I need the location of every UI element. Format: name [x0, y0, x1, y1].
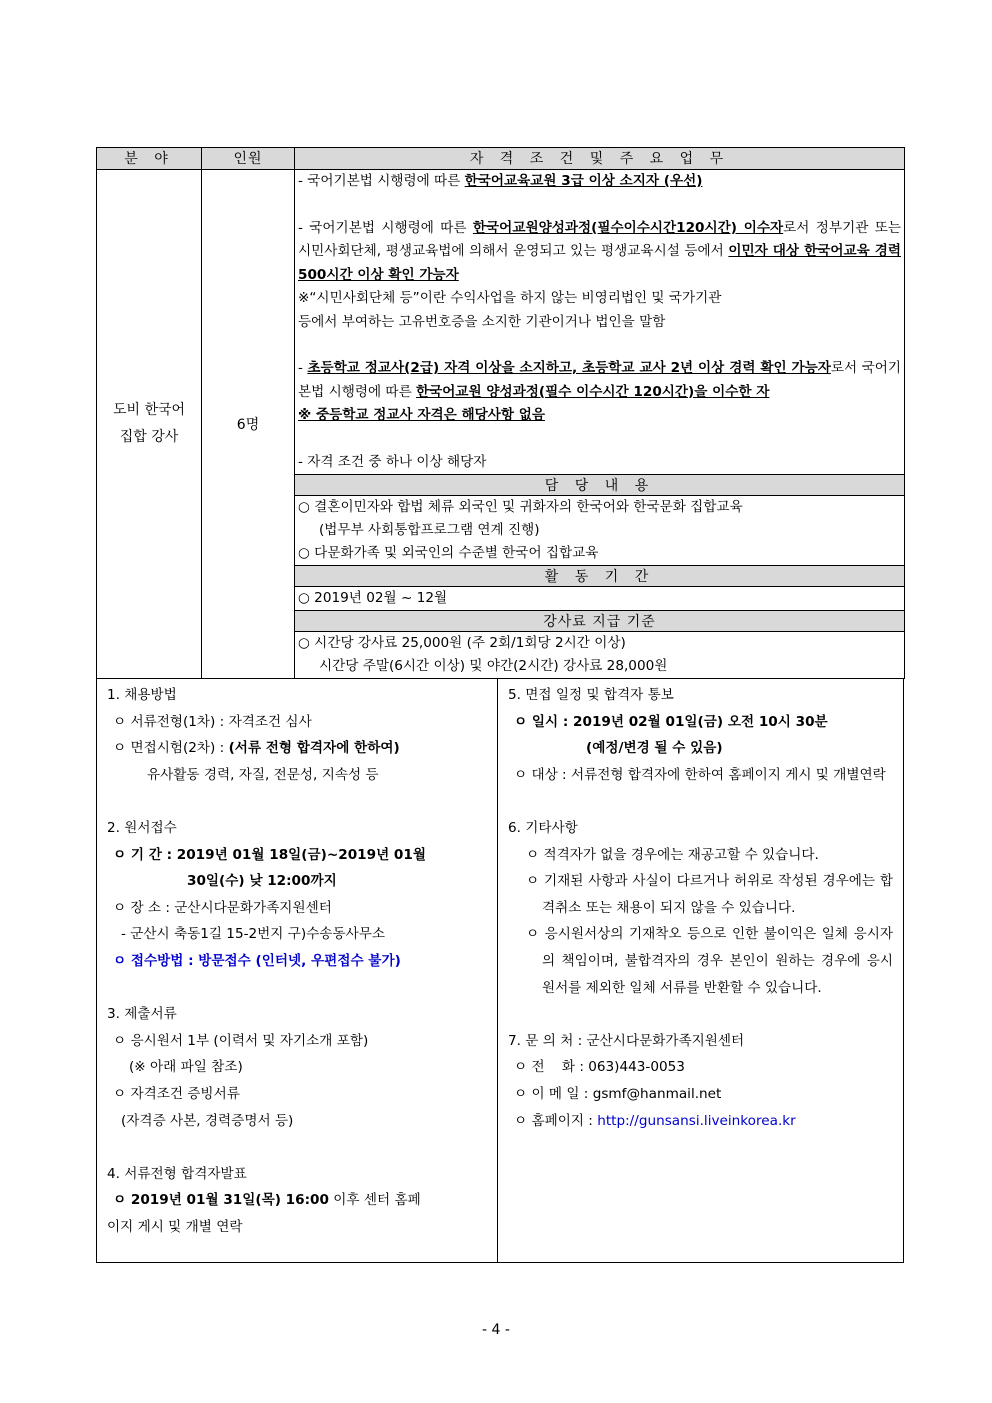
detail-line: 유사활동 경력, 자질, 전문성, 지속성 등 — [147, 766, 379, 783]
detail-line: (※ 아래 파일 참조) — [129, 1059, 243, 1076]
section-title: 1. 채용방법 — [107, 687, 177, 703]
qualification-3-note: ※ 중등학교 정교사 자격은 해당사항 없음 — [298, 407, 545, 423]
section-title: 3. 제출서류 — [107, 1006, 177, 1023]
detail-line: ㅇ 응시원서 1부 (이력서 및 자기소개 포함) — [113, 1032, 369, 1049]
header-category: 분 야 — [97, 148, 202, 170]
section-title: 7. 문 의 처 : 군산시다문화가족지원센터 — [508, 1032, 745, 1049]
detail-line: ㅇ 서류전형(1차) : 자격조건 심사 — [113, 713, 312, 730]
details-right-column — [498, 679, 903, 1262]
position-count: 6명 — [202, 170, 295, 679]
details-section — [96, 679, 904, 1263]
fee-title: 강사료 지급 기준 — [295, 611, 905, 632]
category-line: 도비 한국어 — [112, 402, 186, 418]
detail-line: ㅇ 응시원서상의 기재착오 등으로 인한 불이익은 일체 응시자의 책임이며, 불합격자의 경우 본인이 원하는 경우에 응시 원서를 제외한 일체 서류를 반환할 수 있습니다. — [526, 926, 893, 996]
period-title: 활 동 기 간 — [295, 566, 905, 587]
header-count: 인원 — [202, 148, 295, 170]
detail-line: 이지 게시 및 개별 연락 — [107, 1218, 243, 1235]
position-category — [97, 170, 202, 679]
contact-homepage: ㅇ 홈페이지 : http://gunsansi.liveinkorea.kr — [514, 1112, 796, 1129]
duty-line: ○ 다문화가족 및 외국인의 수준별 한국어 집합교육 — [298, 545, 599, 561]
detail-line: ㅇ 기재된 사항과 사실이 다르거나 허위로 작성된 경우에는 합격취소 또는 채용이 되지 않을 수 있습니다. — [526, 873, 893, 916]
qualification-3: - 초등학교 정교사(2급) 자격 이상을 소지하고, 초등학교 교사 2년 이상 경력 확인 가능자로서 국어기본법 시행령에 따른 한국어교원 양성과정(필수 이수시간 120시간)을 이수한 자 — [298, 360, 901, 400]
detail-line: ㅇ 자격조건 증빙서류 — [113, 1085, 240, 1102]
detail-line: ㅇ 일시 : 2019년 02월 01일(금) 오전 10시 30분 — [514, 713, 828, 730]
page-number: - 4 - — [482, 1322, 510, 1338]
section-title: 2. 원서접수 — [107, 819, 177, 836]
fee-line: ○ 시간당 강사료 25,000원 (주 2회/1회당 2시간 이상) — [298, 635, 626, 651]
duty-line: (법무부 사회통합프로그램 연계 진행) — [319, 522, 540, 538]
header-qualifications: 자 격 조 건 및 주 요 업 무 — [295, 148, 905, 170]
section-title: 4. 서류전형 합격자발표 — [107, 1165, 247, 1182]
detail-line: - 군산시 축동1길 15-2번지 구)수송동사무소 — [121, 926, 385, 943]
duty-line: ○ 결혼이민자와 합법 체류 외국인 및 귀화자의 한국어와 한국문화 집합교육 — [298, 499, 743, 515]
detail-line: ㅇ 기 간 : 2019년 01월 18일(금)~2019년 01월 — [113, 846, 426, 863]
qualification-2-note: ※“시민사회단체 등”이란 수익사업을 하지 않는 비영리법인 및 국가기관 — [298, 290, 722, 306]
section-title: 5. 면접 일정 및 합격자 통보 — [508, 687, 674, 703]
table-header-row — [97, 148, 905, 170]
detail-line: ㅇ 2019년 01월 31일(목) 16:00 이후 센터 홈페 — [113, 1192, 421, 1209]
section-title: 6. 기타사항 — [508, 819, 578, 836]
qualification-conditions — [295, 170, 905, 475]
period-content: ○ 2019년 02월 ~ 12월 — [295, 587, 905, 611]
qualification-4: - 자격 조건 중 하나 이상 해당자 — [298, 453, 487, 470]
detail-line: ㅇ 접수방법 : 방문접수 (인터넷, 우편접수 불가) — [113, 952, 401, 969]
details-left-column — [97, 679, 498, 1262]
qualification-2: - 국어기본법 시행령에 따른 한국어교원양성과정(필수이수시간120시간) 이수자로서 정부기관 또는 시민사회단체, 평생교육법에 의해서 운영되고 있는 평생교육시설 등에서 이민자 대상 한국어교육 경력 500시간 이상 확인 가능자 — [298, 219, 901, 283]
detail-line: (예정/변경 될 수 있음) — [586, 740, 723, 757]
detail-line: ㅇ 장 소 : 군산시다문화가족지원센터 — [113, 899, 332, 916]
contact-phone: ㅇ 전 화 : 063)443-0053 — [514, 1059, 685, 1076]
fee-line: 시간당 주말(6시간 이상) 및 야간(2시간) 강사료 28,000원 — [319, 658, 668, 674]
qualification-table — [96, 147, 905, 679]
contact-email: ㅇ 이 메 일 : gsmf@hanmail.net — [514, 1085, 722, 1102]
recruitment-notice — [96, 147, 904, 1263]
detail-line: ㅇ 면접시험(2차) : (서류 전형 합격자에 한하여) — [113, 740, 400, 757]
detail-line: ㅇ 대상 : 서류전형 합격자에 한하여 홈페이지 게시 및 개별연락 — [514, 766, 886, 783]
category-line: 집합 강사 — [119, 429, 179, 445]
qualification-1: - 국어기본법 시행령에 따른 한국어교육교원 3급 이상 소지자 (우선) — [298, 173, 703, 189]
fee-content — [295, 632, 905, 679]
detail-line: (자격증 사본, 경력증명서 등) — [121, 1112, 294, 1129]
homepage-link[interactable]: http://gunsansi.liveinkorea.kr — [597, 1112, 796, 1129]
detail-line: ㅇ 적격자가 없을 경우에는 재공고할 수 있습니다. — [526, 846, 819, 863]
duties-title: 담 당 내 용 — [295, 475, 905, 496]
qualification-2-note: 등에서 부여하는 고유번호증을 소지한 기관이거나 법인을 말함 — [298, 313, 666, 330]
duties-content — [295, 496, 905, 566]
detail-line: 30일(수) 낮 12:00까지 — [187, 873, 337, 890]
